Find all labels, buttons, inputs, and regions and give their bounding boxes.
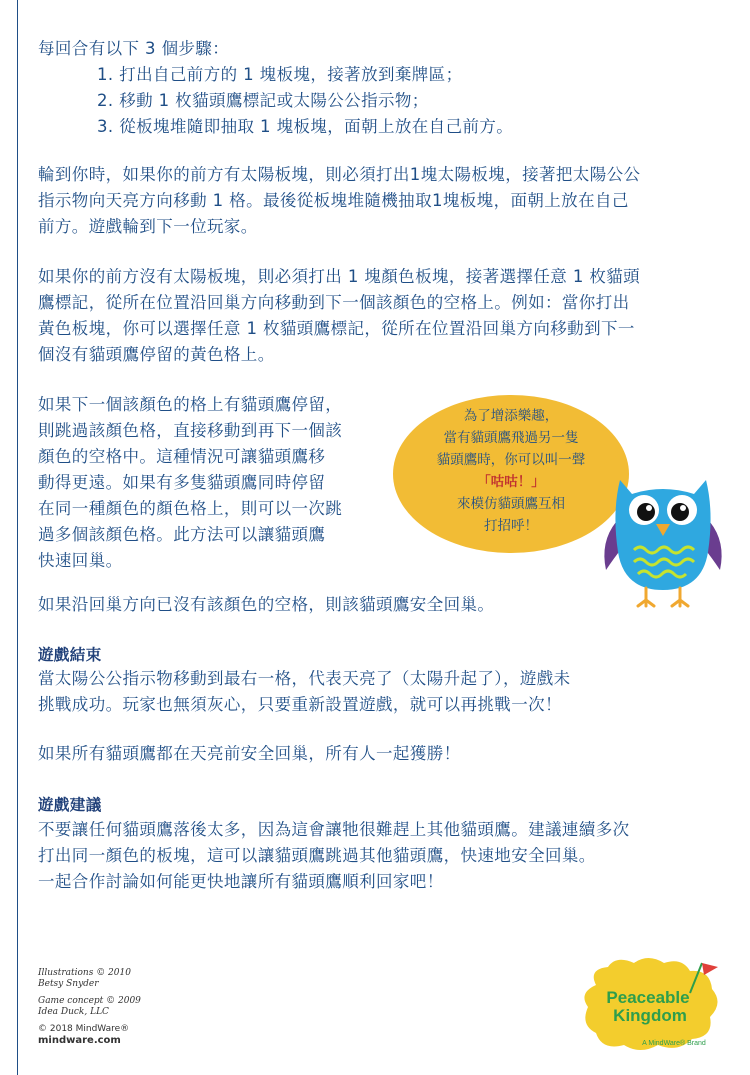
- bubble-line-6: 打招呼！: [484, 518, 538, 534]
- logo-line-2: Kingdom: [613, 1006, 687, 1025]
- jump-para-line-6: 過多個該顏色格。此方法可以讓貓頭鷹: [38, 525, 326, 544]
- sun-para-line-3: 前方。遊戲輪到下一位玩家。: [38, 217, 258, 236]
- credits-copyright: © 2018 MindWare®: [38, 1024, 130, 1034]
- page-border-line: [17, 0, 18, 1075]
- tips-heading: 遊戲建議: [38, 796, 102, 814]
- bubble-line-5: 來模仿貓頭鷹互相: [457, 496, 565, 512]
- jump-para-line-3: 顏色的空格中。這種情況可讓貓頭鷹移: [38, 447, 326, 466]
- credits-illustrator: Betsy Snyder: [38, 979, 99, 989]
- sun-para-line-2: 指示物向天亮方向移動 1 格。最後從板塊堆隨機抽取1塊板塊，面朝上放在自己: [38, 191, 629, 210]
- bubble-line-2: 當有貓頭鷹飛過另一隻: [443, 430, 579, 446]
- jump-para-line-2: 則跳過該顏色格，直接移動到再下一個該: [38, 421, 343, 440]
- tips-line-2: 打出同一顏色的板塊，這可以讓貓頭鷹跳過其他貓頭鷹，快速地安全回巢。: [38, 846, 596, 865]
- step-2: 2. 移動 1 枚貓頭鷹標記或太陽公公指示物；: [97, 91, 429, 110]
- peaceable-kingdom-logo-icon: [578, 955, 728, 1055]
- bubble-hoot: 「咕咕！」: [477, 474, 545, 490]
- logo-line-1: Peaceable: [606, 988, 690, 1007]
- jump-para-line-4: 動得更遠。如果有多隻貓頭鷹同時停留: [38, 473, 326, 492]
- credits-website: mindware.com: [38, 1035, 121, 1046]
- bubble-line-1: 為了增添樂趣，: [463, 408, 559, 424]
- game-end-line-1: 當太陽公公指示物移動到最右一格，代表天亮了（太陽升起了），遊戲未: [38, 669, 571, 688]
- credits-concept: Game concept © 2009: [38, 996, 141, 1006]
- color-para-line-4: 個沒有貓頭鷹停留的黃色格上。: [38, 345, 275, 364]
- safe-home-para: 如果沿回巢方向已沒有該顏色的空格，則該貓頭鷹安全回巢。: [38, 595, 495, 614]
- credits-illustrations: Illustrations © 2010: [38, 968, 131, 978]
- credits-block: [38, 968, 141, 1046]
- game-end-heading: 遊戲結束: [38, 646, 102, 664]
- color-para-line-2: 鷹標記，從所在位置沿回巢方向移動到下一個該顏色的空格上。例如：當你打出: [38, 293, 630, 312]
- tips-line-3: 一起合作討論如何能更快地讓所有貓頭鷹順利回家吧！: [38, 872, 444, 891]
- bubble-line-3: 貓頭鷹時，你可以叫一聲: [436, 452, 586, 468]
- owl-icon: [598, 462, 728, 608]
- jump-para-line-5: 在同一種顏色的顏色格上，則可以一次跳: [38, 499, 343, 518]
- tips-line-1: 不要讓任何貓頭鷹落後太多，因為這會讓牠很難趕上其他貓頭鷹。建議連續多次: [38, 820, 630, 839]
- color-para-line-3: 黃色板塊，你可以選擇任意 1 枚貓頭鷹標記，從所在位置沿回巢方向移動到下一: [38, 319, 635, 338]
- speech-bubble-text: [393, 405, 629, 537]
- color-para-line-1: 如果你的前方沒有太陽板塊，則必須打出 1 塊顏色板塊，接著選擇任意 1 枚貓頭: [38, 267, 641, 286]
- steps-intro: 每回合有以下 3 個步驟：: [38, 39, 230, 58]
- credits-concept-owner: Idea Duck, LLC: [38, 1007, 109, 1017]
- step-1: 1. 打出自己前方的 1 塊板塊，接著放到棄牌區；: [97, 65, 463, 84]
- logo-tagline: A MindWare® Brand: [642, 1040, 706, 1047]
- jump-para-line-1: 如果下一個該顏色的格上有貓頭鷹停留，: [38, 395, 343, 414]
- sun-para-line-1: 輪到你時，如果你的前方有太陽板塊，則必須打出1塊太陽板塊，接著把太陽公公: [38, 165, 641, 184]
- jump-para-line-7: 快速回巢。: [38, 551, 123, 570]
- game-end-line-2: 挑戰成功。玩家也無須灰心，只要重新設置遊戲，就可以再挑戰一次！: [38, 695, 562, 714]
- step-3: 3. 從板塊堆隨即抽取 1 塊板塊，面朝上放在自己前方。: [97, 117, 514, 136]
- win-line: 如果所有貓頭鷹都在天亮前安全回巢，所有人一起獲勝！: [38, 744, 461, 763]
